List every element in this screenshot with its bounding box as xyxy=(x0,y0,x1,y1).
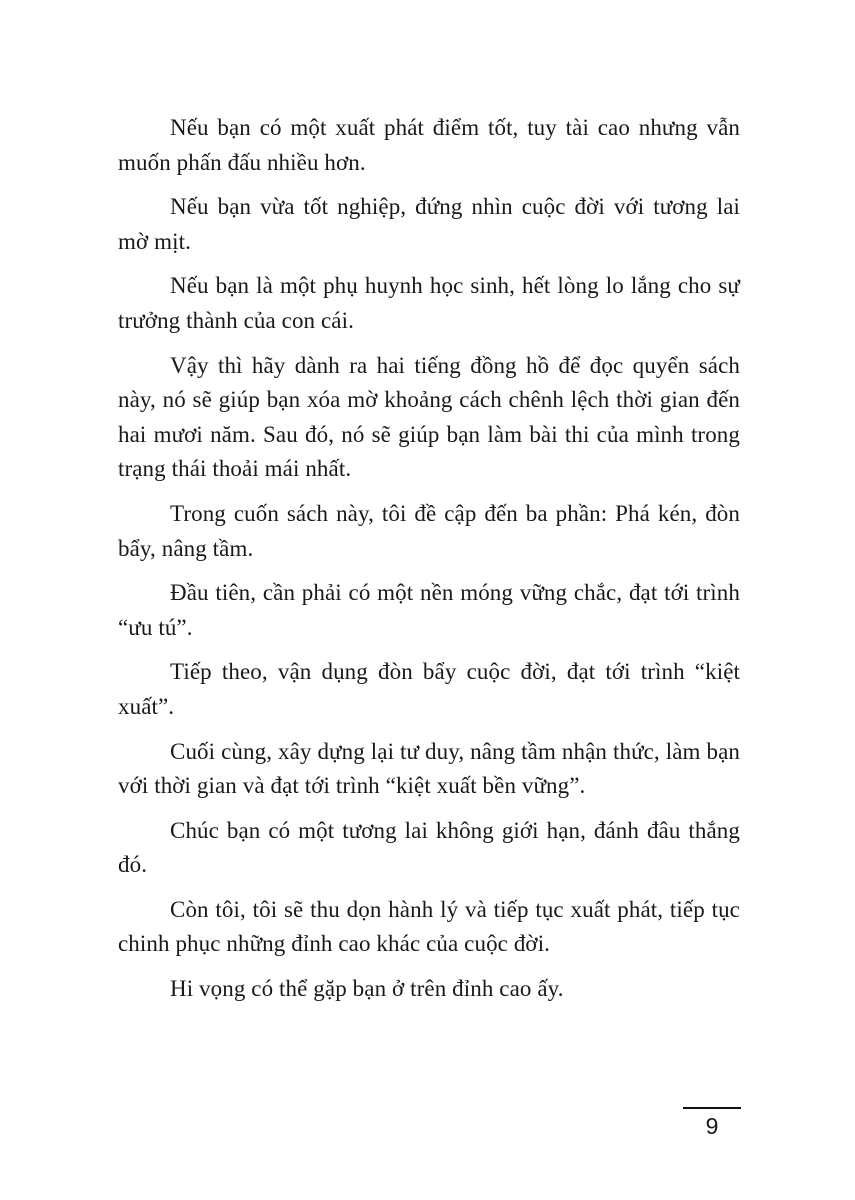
paragraph: Trong cuốn sách này, tôi đề cập đến ba phần: Phá kén, đòn bẩy, nâng tầm. xyxy=(118,500,740,561)
paragraph: Nếu bạn là một phụ huynh học sinh, hết lòng lo lắng cho sự trưởng thành của con cái. xyxy=(118,273,740,333)
paragraph: Hi vọng có thể gặp bạn ở trên đỉnh cao ấy. xyxy=(170,976,564,1002)
paragraph: Nếu bạn vừa tốt nghiệp, đứng nhìn cuộc đời với tương lai mờ mịt. xyxy=(118,194,740,254)
paragraph: Còn tôi, tôi sẽ thu dọn hành lý và tiếp tục xuất phát, tiếp tục chinh phục những đỉnh cao khác của cuộc đời. xyxy=(118,896,740,957)
paragraph: Nếu bạn có một xuất phát điểm tốt, tuy tài cao nhưng vẫn muốn phấn đấu nhiều hơn. xyxy=(118,115,740,175)
paragraph: Cuối cùng, xây dựng lại tư duy, nâng tầm nhận thức, làm bạn với thời gian và đạt tới trình “kiệt xuất bền vững”. xyxy=(118,738,740,799)
paragraph: Đầu tiên, cần phải có một nền móng vững chắc, đạt tới trình “ưu tú”. xyxy=(118,580,740,640)
page-footer xyxy=(683,1107,741,1138)
paragraph: Vậy thì hãy dành ra hai tiếng đồng hồ để đọc quyển sách này, nó sẽ giúp bạn xóa mờ khoảng cách chênh lệch thời gian đến hai mươi năm. Sau đó, nó sẽ giúp bạn làm bài thi của mình trong trạng thái thoải mái nhất. xyxy=(118,352,740,482)
page-number-divider xyxy=(683,1107,741,1109)
text-block xyxy=(118,111,740,1017)
paragraph: Tiếp theo, vận dụng đòn bẩy cuộc đời, đạt tới trình “kiệt xuất”. xyxy=(118,659,740,719)
paragraph: Chúc bạn có một tương lai không giới hạn, đánh đâu thắng đó. xyxy=(118,817,740,878)
page-number: 9 xyxy=(705,1113,719,1139)
